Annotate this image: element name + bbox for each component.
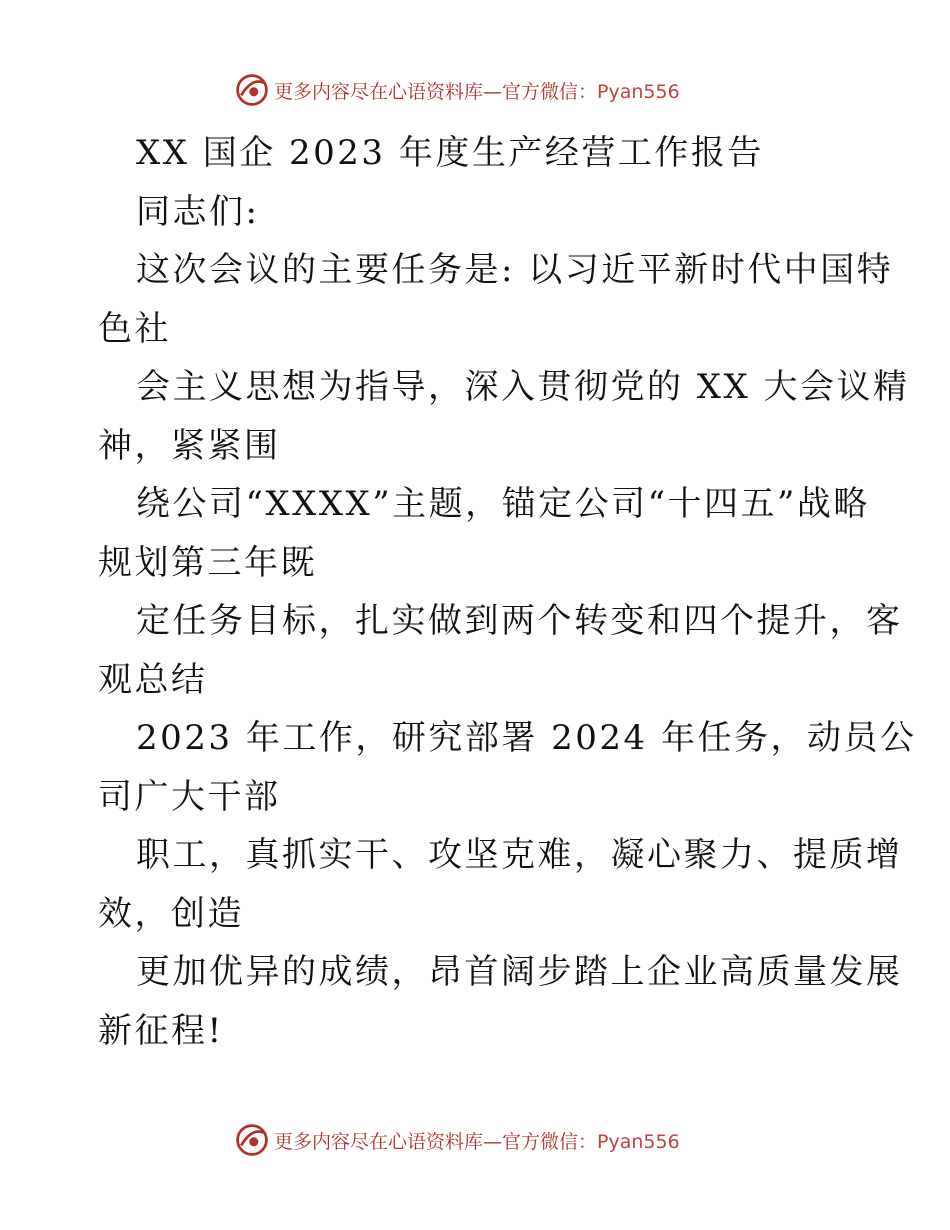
text-line: 效，创造	[98, 893, 244, 934]
text-line: 新征程!	[98, 1010, 224, 1051]
text-line: 同志们:	[136, 191, 260, 232]
text-line: 司广大干部	[98, 776, 281, 817]
seal-logo-icon	[234, 1122, 270, 1158]
text-line: 职工，真抓实干、攻坚克难，凝心聚力、提质增	[136, 835, 903, 875]
seal-logo-icon	[234, 72, 270, 108]
text-line: 观总结	[98, 659, 208, 700]
text-line: 这次会议的主要任务是: 以习近平新时代中国特	[136, 250, 894, 290]
text-line: 会主义思想为指导，深入贯彻党的 XX 大会议精	[136, 367, 910, 407]
document-body	[98, 124, 917, 1060]
text-line: 更加优异的成绩，昂首阔步踏上企业高质量发展	[136, 952, 903, 992]
document-title: XX 国企 2023 年度生产经营工作报告	[136, 133, 764, 173]
text-line: 色社	[98, 308, 171, 349]
text-line: 2023 年工作，研究部署 2024 年任务，动员公	[136, 718, 917, 758]
text-line: 神，紧紧围	[98, 425, 281, 466]
watermark-text: 更多内容尽在心语资料库—官方微信：Pyan556	[274, 1130, 680, 1153]
footer-watermark	[234, 1120, 754, 1160]
watermark-text: 更多内容尽在心语资料库—官方微信：Pyan556	[274, 80, 680, 103]
text-line: 绕公司“XXXX”主题，锚定公司“十四五”战略	[136, 484, 870, 524]
header-watermark	[234, 70, 754, 110]
text-line: 定任务目标，扎实做到两个转变和四个提升，客	[136, 601, 903, 641]
text-line: 规划第三年既	[98, 542, 317, 583]
